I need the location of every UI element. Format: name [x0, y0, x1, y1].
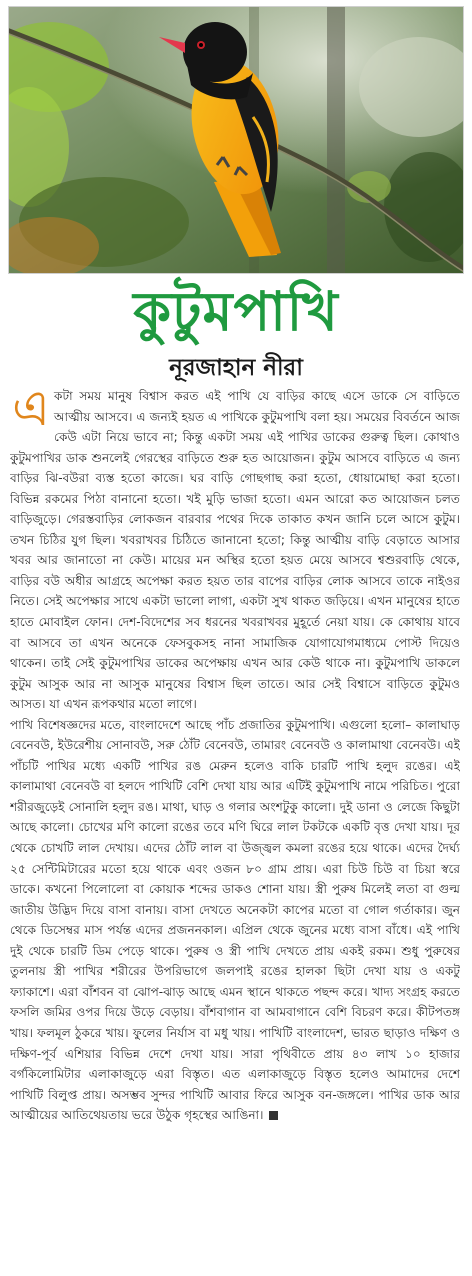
paragraph-2-text: পাখি বিশেষজ্ঞদের মতে, বাংলাদেশে আছে পাঁচ প্রজাতির কুটুমপাখি। এগুলো হলো– কালাঘাড় বেনেবউ, ইউরেশীয় সোনাবউ, সরু ঠোঁট বেনেবউ, তামারং বেনেবউ ও কালামাথা বেনেবউ। এই পাঁচটি পাখির মধ্যে একটি পাখির রঙ মেরুন হলেও বাকি চারটি পাখি হলুদ রঙের। এই কালামাথা বেনেবউ বা হলদে পাখিটি বেশি দেখা যায় আর এটিই কুটুমপাখি নামে পরিচিত। পুরো শরীরজুড়েই সোনালি হলুদ রঙ। মাথা, ঘাড় ও গলার অংশটুকু কালো। দুই ডানা ও লেজে কিছুটা আছে কালো। চোখের মণি কালো রঙের তবে মণি ঘিরে লাল টকটকে একটি বৃত্ত দেখা যায়। দূর থেকে চোখটি লাল দেখায়। এদের ঠোঁট লাল বা উজ্জ্বল কমলা রঙের হয়ে থাকে। এদের দৈর্ঘ্য ২৫ সেন্টিমিটারের মতো হয়ে থাকে এবং ওজন ৮০ গ্রাম প্রায়। এরা চিউ চিউ বা চিয়া স্বরে ডাকে। কখনো পিলোলো বা কোয়াক শব্দের ডাকও শোনা যায়। স্ত্রী পুরুষ মিলেই লতা বা গুল্ম জাতীয় উদ্ভিদ দিয়ে বাসা বানায়। বাসা দেখতে অনেকটা কাপের মতো বা গোল গর্তাকার। জুন থেকে ডিসেম্বর মাস পর্যন্ত এদের প্রজননকাল। এপ্রিল থেকে জুনের মধ্যে বাসা বাঁধে। এই পাখি দুই থেকে চারটি ডিম পেড়ে থাকে। পুরুষ ও স্ত্রী পাখি দেখতে প্রায় একই রকম। শুধু পুরুষের তুলনায় স্ত্রী পাখির শরীরের উপরিভাগে জলপাই রঙের হালকা ছিটা দেখা যায় ও একটু ফ্যাকাশে। এরা বাঁশবন বা ঝোপ-ঝাড় আছে এমন স্থানে থাকতে পছন্দ করে। খাদ্য সংগ্রহ করতে ফসলি জমির ওপর দিয়ে উড়ে বেড়ায়। বাঁশবাগান বা আমবাগানে বেশি বিচরণ করে। কীটপতঙ্গ খায়। ফলমূল ঠুকরে খায়। ফুলের নির্যাস বা মধু খায়। পাখিটি বাংলাদেশ, ভারত ছাড়াও দক্ষিণ ও দক্ষিণ-পূর্ব এশিয়ার বিভিন্ন দেশে দেখা যায়। সারা পৃথিবীতে প্রায় ৪৩ লাখ ১০ হাজার বর্গকিলোমিটার এলাকাজুড়ে এরা বিস্তৃত। এত এলাকাজুড়ে বিস্তৃত হলেও আমাদের দেশে পাখিটি বিলুপ্ত প্রায়। অসম্ভব সুন্দর পাখিটি আবার ফিরে আসুক বন-জঙ্গলে। পাখির ডাক আর আত্মীয়ের আতিথেয়তায় ভরে উঠুক গৃহস্থের আঙিনা।	[10, 717, 460, 1123]
article-body	[10, 386, 460, 1270]
paragraph-1	[10, 386, 460, 715]
bird-photo	[8, 6, 464, 274]
paragraph-2	[10, 715, 460, 1126]
drop-cap: এ	[12, 386, 51, 437]
article-title: কুটুমপাখি	[133, 280, 339, 343]
author-name: নূরজাহান নীরা	[169, 355, 303, 381]
end-mark-icon	[269, 1111, 278, 1120]
oriole-illustration	[9, 7, 464, 274]
paragraph-1-text: কটা সময় মানুষ বিশ্বাস করত এই পাখি যে বাড়ির কাছে এসে ডাকে সে বাড়িতে আত্মীয় আসবে। এ জন্যই হয়ত এ পাখিকে কুটুমপাখি বলা হয়। সময়ের বিবর্তনে আজ কেউ এটা নিয়ে ভাবে না; কিন্তু একটা সময় এই পাখির ডাকের গুরুত্ব ছিল। কোথাও কুটুমপাখির ডাক শুনলেই গেরস্থের বাড়িতে শুরু হত আয়োজন। কুটুম আসবে বাড়িতে এ জন্য বাড়ির ঝি-বউরা ব্যস্ত হতো কাজে। ঘর বাড়ি গোছগাছ করা হতো, ধোয়ামোছা করা হতো। বিভিন্ন রকমের পিঠা বানানো হতো। খই মুড়ি ভাজা হতো। এমন আরো কত আয়োজন চলত বাড়িজুড়ে। গেরস্তবাড়ির লোকজন বারবার পথের দিকে তাকাত কখন জানি চলে আসে কুটুম। তখন চিঠির যুগ ছিল। খবরাখবর চিঠিতে জানানো হতো; কিন্তু আত্মীয় বাড়ি বেড়াতে আসার খবর আর জানাতো না কেউ। মায়ের মন অস্থির হতো হয়ত মেয়ে আসবে শ্বশুরবাড়ি থেকে, বাড়ির বউ অধীর আগ্রহে অপেক্ষা করত হয়ত তার বাপের বাড়ির লোক আসবে তাকে নাইওর নিতে। সেই অপেক্ষার সাথে একটা ভালো লাগা, একটা সুখ থাকত জড়িয়ে। এখন মানুষের হাতে হাতে মোবাইল ফোন। দেশ-বিদেশের সব ধরনের খবরাখবর মুহূর্তে নেয়া যায়। কে কোথায় যাবে বা আসবে তা এখন অনেকে ফেসবুকসহ নানা সামাজিক যোগাযোগমাধ্যমে পোস্ট দিয়েও থাকেন। তাই সেই কুটুমপাখির ডাকের অপেক্ষায় এখন আর কেউ থাকে না। কুটুমপাখি ডাকলে কুটুম আসুক আর না আসুক মানুষের বিশ্বাস ছিল তাতে। আর সেই বিশ্বাসে বাড়িতে কুটুমও আসত। যা এখন রূপকথার মতো লাগে।	[10, 389, 460, 712]
